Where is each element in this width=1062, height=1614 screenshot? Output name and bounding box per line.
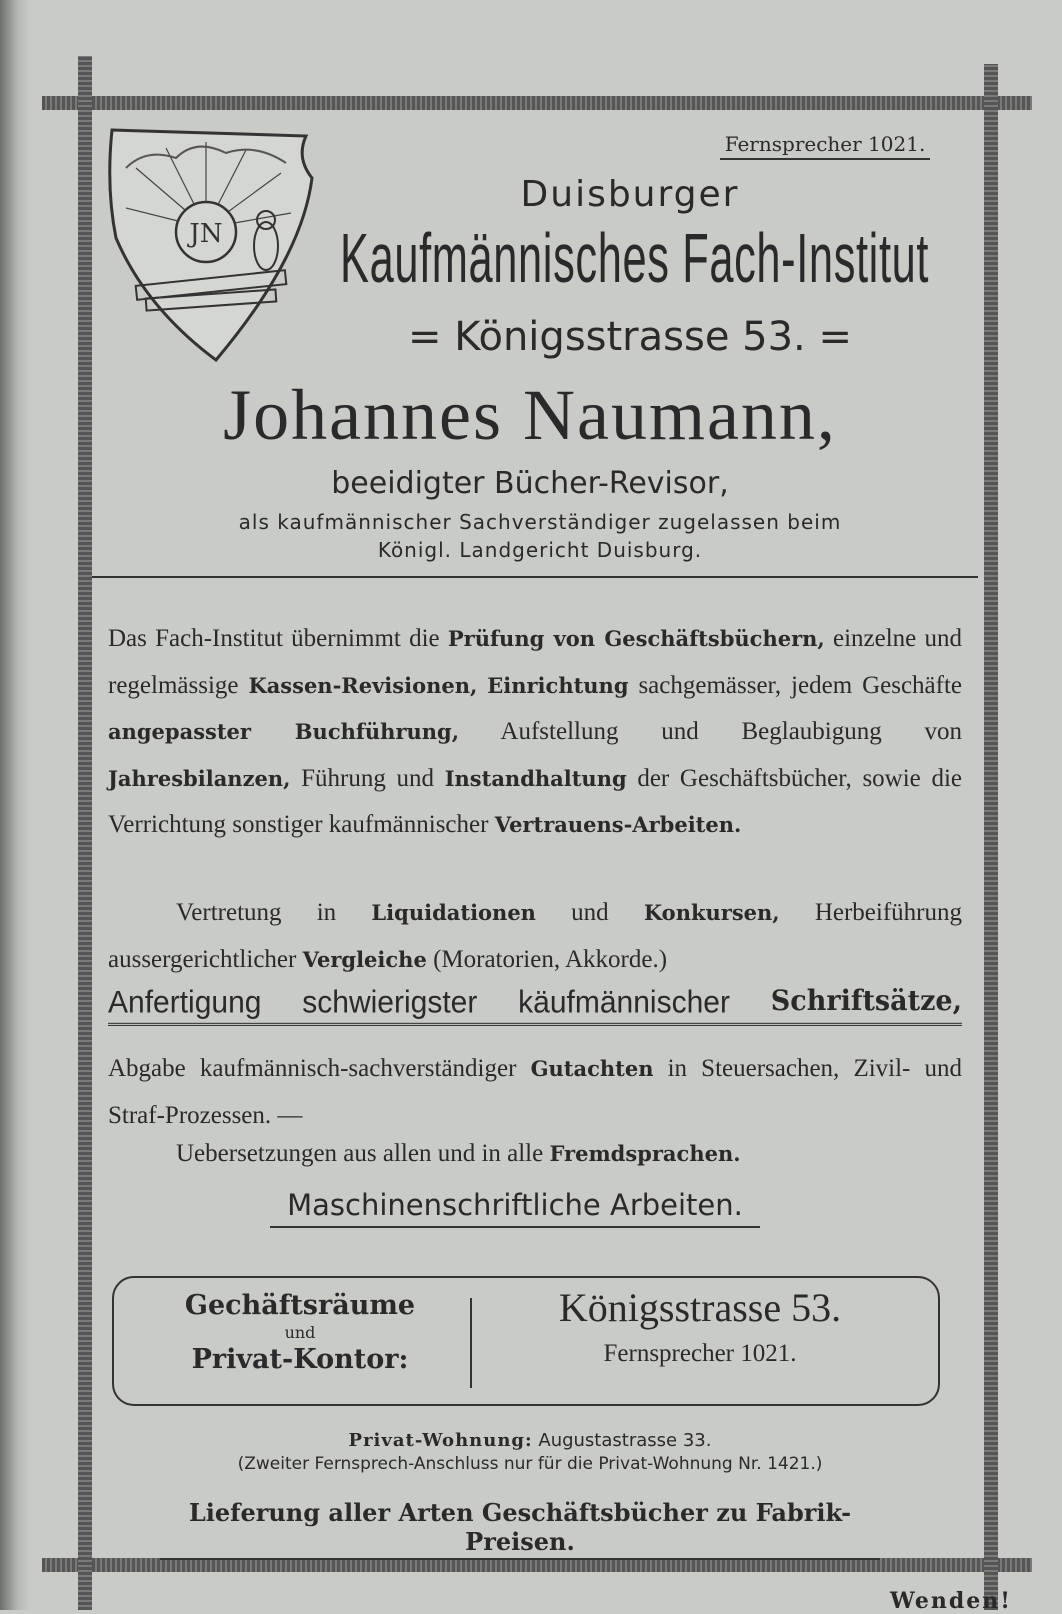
duisburger-heading: Duisburger (520, 174, 740, 215)
bold-run: Kassen-Revisionen, (248, 672, 478, 698)
person-name: Johannes Naumann, (223, 375, 837, 455)
bold-run: Liquidationen (371, 900, 536, 925)
text-run: Führung und (290, 764, 445, 792)
box-divider (470, 1298, 472, 1388)
institute-name: Kaufmännisches Fach-Institut (340, 219, 930, 297)
text-run: Das Fach-Institut übernimmt die (108, 625, 448, 652)
box-address: Königsstrasse 53. (558, 1285, 842, 1330)
text-run: Aufstellung und Beglaubigung von (459, 718, 963, 745)
text-run: Anfertigung (108, 985, 262, 1020)
frame-left-rule (78, 56, 92, 1610)
text-run: käufmännischer (518, 985, 730, 1020)
text-run: Abgabe kaufmännisch-sachverständiger (108, 1055, 531, 1082)
privat-address: Augustastrasse 33. (532, 1430, 712, 1451)
text-run: (Moratorien, Akkorde.) (426, 945, 668, 973)
text-run: Uebersetzungen aus allen und in alle (176, 1140, 550, 1167)
page-edge (0, 0, 30, 1610)
text-run: in Steuersachen, Zivil- und Straf-Prozessen. — (108, 1055, 963, 1129)
box-label-und: und (284, 1323, 316, 1342)
bold-run: Fremdsprachen. (549, 1141, 741, 1166)
text-run: Herbeiführung aussergerichtlicher (108, 899, 962, 973)
divider-line (92, 576, 978, 578)
text-run: der Geschäftsbücher, sowie die Verrichtung sonstiger kaufmännischer (108, 764, 962, 838)
uebersetzungen-line (108, 1140, 962, 1168)
text-run: sachgemässer, jedem Geschäfte (628, 671, 963, 699)
bold-run: Schriftsätze, (770, 985, 962, 1018)
person-title: beeidigter Bücher-Revisor, (331, 466, 729, 501)
lieferung-line: Lieferung aller Arten Geschäftsbücher zu Fabrik-Preisen. (160, 1498, 880, 1560)
bold-run: Einrichtung (487, 672, 629, 698)
services-paragraph-3 (108, 1046, 962, 1139)
wenden-note: Wenden! (890, 1588, 1012, 1614)
bold-run: Gutachten (530, 1056, 654, 1081)
box-label-1: Gechäftsräume (184, 1290, 416, 1321)
box-label-2: Privat-Kontor: (191, 1344, 409, 1375)
services-paragraph-2 (108, 890, 962, 983)
fernsprecher-top: Fernsprecher 1021. (720, 132, 930, 160)
box-fernsprecher: Fernsprecher 1021. (603, 1340, 797, 1367)
services-paragraph-1 (108, 616, 962, 849)
bold-run: Vergleiche (302, 946, 427, 972)
person-subtitle-2: Königl. Landgericht Duisburg. (377, 538, 703, 562)
text-run: und (535, 899, 644, 926)
text-run (477, 672, 487, 699)
privat-label: Privat-Wohnung: (348, 1430, 533, 1451)
bold-run: Jahresbilanzen, (108, 765, 291, 791)
crest-monogram: JN (189, 219, 223, 249)
institute-address: = Königsstrasse 53. = (408, 314, 852, 360)
person-subtitle-1: als kaufmännischer Sachverständiger zugelassen beim (238, 510, 842, 534)
text-run: Vertretung in (176, 899, 372, 926)
crest-shield-icon (106, 128, 316, 364)
text-run: schwierigster (302, 985, 478, 1020)
bold-run: Prüfung von Geschäftsbüchern, (447, 626, 825, 651)
maschinen-line: Maschinenschriftliche Arbeiten. (270, 1188, 760, 1228)
text-run: einzelne und regelmässige (108, 625, 962, 699)
privat-wohnung-line (140, 1430, 920, 1451)
zweiter-anschluss-line: (Zweiter Fernsprech-Anschluss nur für die Privat-Wohnung Nr. 1421.) (237, 1454, 823, 1474)
frame-right-rule (984, 64, 998, 1610)
box-left-labels (160, 1290, 440, 1376)
bold-run: angepasster Buchführung, (108, 719, 460, 744)
bold-run: Vertrauens-Arbeiten. (494, 812, 742, 837)
bold-run: Konkursen, (643, 900, 780, 925)
bold-run: Instandhaltung (444, 765, 627, 791)
advertisement (100, 118, 1012, 1614)
frame-bottom-rule (42, 1558, 1032, 1572)
anfertigung-line (108, 985, 962, 1026)
frame-top-rule (42, 96, 1032, 110)
